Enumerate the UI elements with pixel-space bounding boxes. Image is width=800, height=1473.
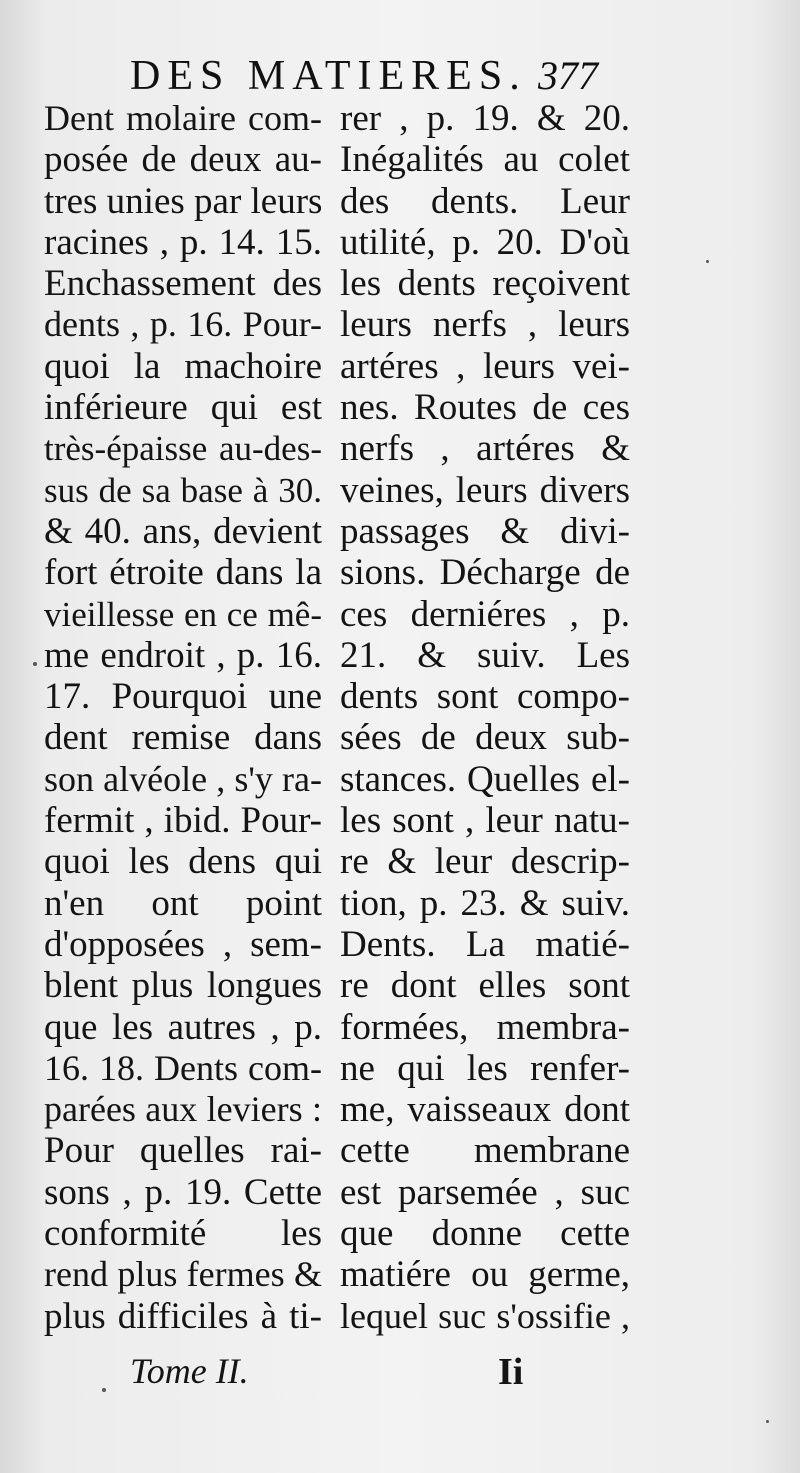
text-line: blent plus longues <box>44 965 322 1007</box>
text-line: n'en ont point <box>44 882 322 924</box>
text-line: que donne cette <box>340 1213 630 1255</box>
text-line: 21. & suiv. Les <box>340 634 630 676</box>
text-line: Dent molaire com- <box>44 98 322 138</box>
text-line: artéres , leurs vei- <box>340 345 630 387</box>
text-line: utilité, p. 20. D'où <box>340 221 630 263</box>
page-footer <box>0 1350 800 1400</box>
text-line: matiére ou germe, <box>340 1254 630 1296</box>
text-line: quoi la machoire <box>44 345 322 387</box>
text-line: sons , p. 19. Cette <box>44 1171 322 1213</box>
text-line: conformité les <box>44 1213 322 1255</box>
text-line: son alvéole , s'y ra- <box>44 758 322 799</box>
text-line: posée de deux au- <box>44 139 322 181</box>
paper-speck <box>33 662 37 666</box>
text-line: & 40. ans, devient <box>44 510 322 552</box>
paper-speck <box>766 1420 769 1423</box>
index-column-left <box>44 98 322 1337</box>
text-line: ces derniéres , p. <box>340 593 630 635</box>
text-line: re & leur descrip- <box>340 841 630 883</box>
text-line: vieillesse en ce mê- <box>44 594 322 634</box>
text-line: cette membrane <box>340 1130 630 1172</box>
text-line: nes. Routes de ces <box>340 387 630 429</box>
text-line: leurs nerfs , leurs <box>340 304 630 346</box>
text-line: me endroit , p. 16. <box>44 634 322 676</box>
page-number: 377 <box>538 53 598 98</box>
text-line: les sont , leur natu- <box>340 800 630 842</box>
text-line: dents , p. 16. Pour- <box>44 304 322 345</box>
text-line: inférieure qui est <box>44 387 322 429</box>
running-head <box>0 46 800 106</box>
text-line: tion, p. 23. & suiv. <box>340 882 630 924</box>
text-line: les dents reçoivent <box>340 263 630 305</box>
text-line: racines , p. 14. 15. <box>44 221 322 263</box>
text-line: sées de deux sub- <box>340 717 630 759</box>
text-line: est parsemée , suc <box>340 1171 630 1213</box>
text-line: très-épaisse au-des- <box>44 429 322 469</box>
text-line: re dont elles sont <box>340 965 630 1007</box>
text-line: des dents. Leur <box>340 180 630 222</box>
text-line: d'opposées , sem- <box>44 923 322 965</box>
text-line: Pour quelles rai- <box>44 1130 322 1172</box>
text-line: dent remise dans <box>44 717 322 759</box>
text-line: 17. Pourquoi une <box>44 676 322 718</box>
text-line: veines, leurs divers <box>340 469 630 511</box>
running-head-title: DES MATIERES. <box>130 53 527 99</box>
text-line: parées aux leviers : <box>44 1089 322 1130</box>
text-line: que les autres , p. <box>44 1006 322 1048</box>
text-line: passages & divi- <box>340 510 630 552</box>
paper-speck <box>102 1388 106 1392</box>
text-line: nerfs , artéres & <box>340 428 630 470</box>
text-line: Dents. La matié- <box>340 923 630 965</box>
text-line: sus de sa base à 30. <box>44 470 322 510</box>
text-line: tres unies par leurs <box>44 180 323 222</box>
text-line: me, vaisseaux dont <box>340 1089 630 1131</box>
text-line: fort étroite dans la <box>44 552 322 594</box>
text-line: Inégalités au colet <box>340 139 630 181</box>
text-line: fermit , ibid. Pour- <box>44 800 322 842</box>
text-line: sions. Décharge de <box>340 552 630 594</box>
text-line: stances. Quelles el- <box>340 758 630 800</box>
signature-mark: Ii <box>498 1351 524 1393</box>
text-line: rer , p. 19. & 20. <box>340 98 630 139</box>
text-line: lequel suc s'ossifie , <box>340 1295 630 1336</box>
text-line: dents sont compo- <box>340 676 630 718</box>
paper-speck <box>706 260 709 263</box>
text-line: formées, membra- <box>340 1006 630 1048</box>
volume-label: Tome II. <box>130 1351 249 1391</box>
text-line: Enchassement des <box>44 263 322 305</box>
text-line: quoi les dens qui <box>44 841 322 883</box>
index-column-right <box>340 98 630 1337</box>
text-line: ne qui les renfer- <box>340 1047 630 1089</box>
text-line: rend plus fermes & <box>44 1254 322 1295</box>
text-line: plus difficiles à ti- <box>44 1295 322 1337</box>
text-line: 16. 18. Dents com- <box>44 1047 322 1088</box>
